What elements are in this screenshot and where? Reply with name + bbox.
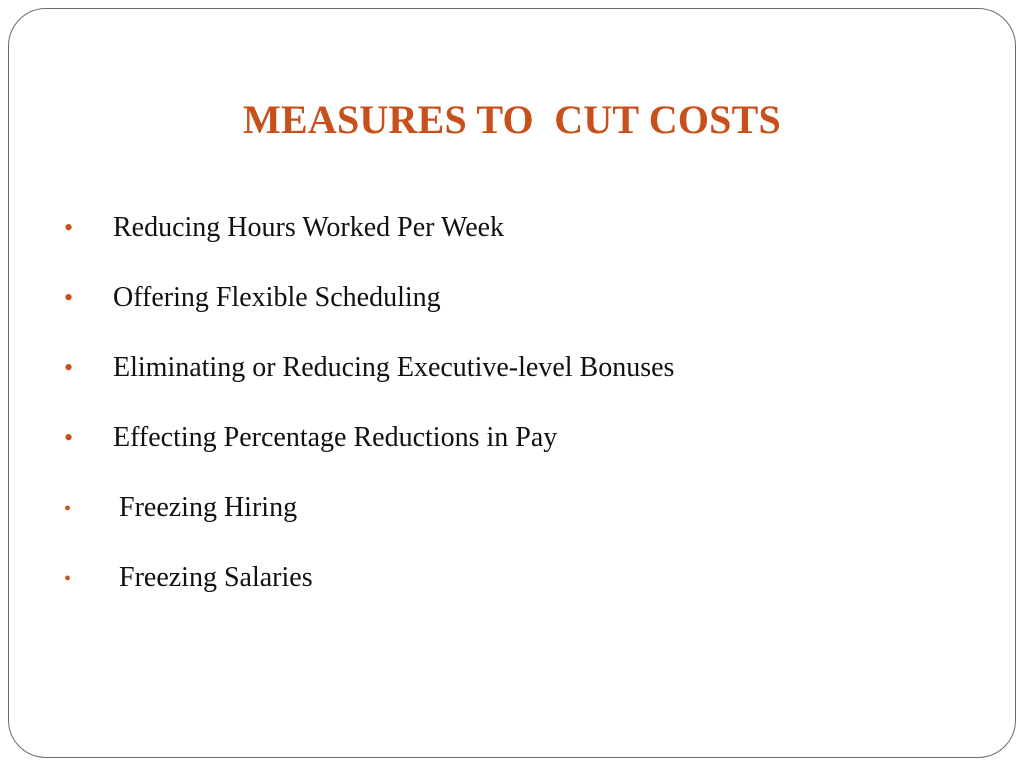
bullet-text: Reducing Hours Worked Per Week (113, 212, 505, 243)
list-item (0, 418, 900, 458)
list-item (0, 348, 900, 388)
bullet-icon: • (64, 283, 74, 312)
list-item (0, 278, 900, 318)
bullet-icon: • (64, 568, 72, 590)
bullet-text: Eliminating or Reducing Executive-level Bonuses (113, 352, 675, 383)
bullet-text: Freezing Hiring (119, 492, 298, 523)
bullet-icon: • (64, 213, 74, 242)
list-item (0, 208, 900, 248)
bullet-text: Freezing Salaries (119, 562, 313, 593)
list-item (0, 558, 900, 598)
bullet-icon: • (64, 353, 74, 382)
bullet-icon: • (64, 498, 72, 520)
bullet-icon: • (64, 423, 74, 452)
list-item (0, 488, 900, 528)
bullet-text: Effecting Percentage Reductions in Pay (113, 422, 558, 453)
slide-title: MEASURES TO CUT COSTS (243, 97, 781, 142)
bullet-text: Offering Flexible Scheduling (113, 282, 441, 313)
